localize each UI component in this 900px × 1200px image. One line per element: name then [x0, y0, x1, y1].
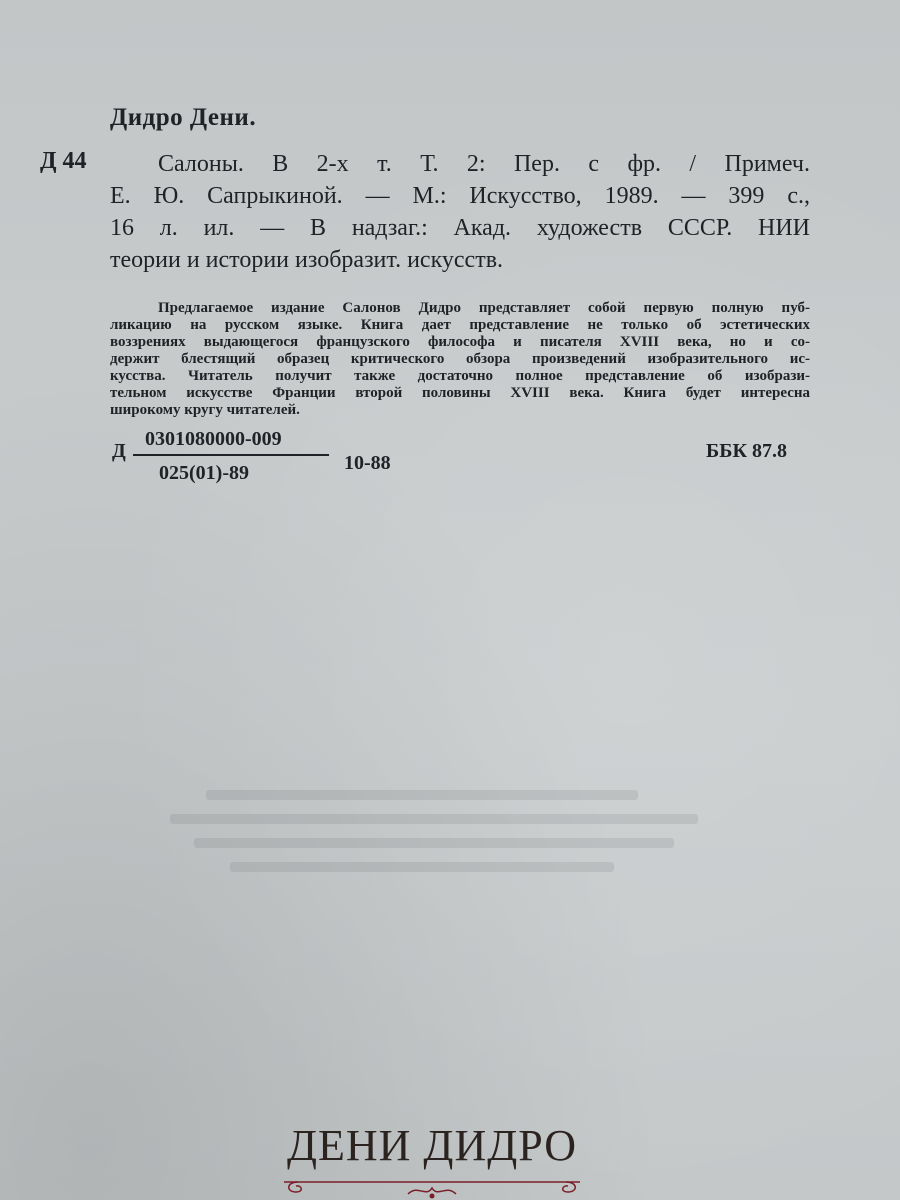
publication-code-suffix: 10-88 — [344, 452, 391, 474]
cover-edge — [278, 1118, 586, 1200]
cover-title: ДЕНИ ДИДРО — [286, 1121, 578, 1170]
annotation-paragraph — [110, 300, 810, 419]
publication-code-letter: Д — [112, 440, 126, 462]
ornament-icon — [278, 1176, 586, 1200]
annotation-line: Предлагаемое издание Салонов Дидро представляет собой первую полную пуб- — [158, 300, 810, 316]
annotation-line: ликацию на русском языке. Книга дает представление не только об эстетических — [110, 317, 810, 333]
bbk-classification: ББК 87.8 — [706, 440, 787, 462]
entry-line: 16 л. ил. — В надзаг.: Акад. художеств СССР. НИИ — [110, 215, 810, 241]
entry-line: Салоны. В 2-х т. Т. 2: Пер. с фр. / Примеч. — [158, 151, 810, 177]
publication-code-fraction — [133, 428, 333, 485]
annotation-line: кусства. Читатель получит также достаточно полное представление об изобрази- — [110, 368, 810, 384]
entry-line: Е. Ю. Сапрыкиной. — М.: Искусство, 1989. — 399 с., — [110, 183, 810, 209]
index-code: Д 44 — [40, 148, 87, 174]
fraction-bar — [133, 454, 329, 456]
bleed-through-text — [170, 790, 770, 910]
annotation-line: широкому кругу читателей. — [110, 402, 300, 418]
annotation-line: воззрениях выдающегося французского философа и писателя XVIII века, но и со- — [110, 334, 810, 350]
bibliographic-entry — [110, 148, 810, 276]
publication-code-denominator: 025(01)-89 — [159, 462, 249, 484]
annotation-line: тельном искусстве Франции второй половины XVIII века. Книга будет интересна — [110, 385, 810, 401]
publication-code-numerator: 0301080000-009 — [145, 428, 282, 450]
entry-line: теории и истории изобразит. искусств. — [110, 247, 504, 273]
annotation-line: держит блестящий образец критического обзора произведений изобразительного ис- — [110, 351, 810, 367]
author-heading: Дидро Дени. — [110, 104, 257, 131]
